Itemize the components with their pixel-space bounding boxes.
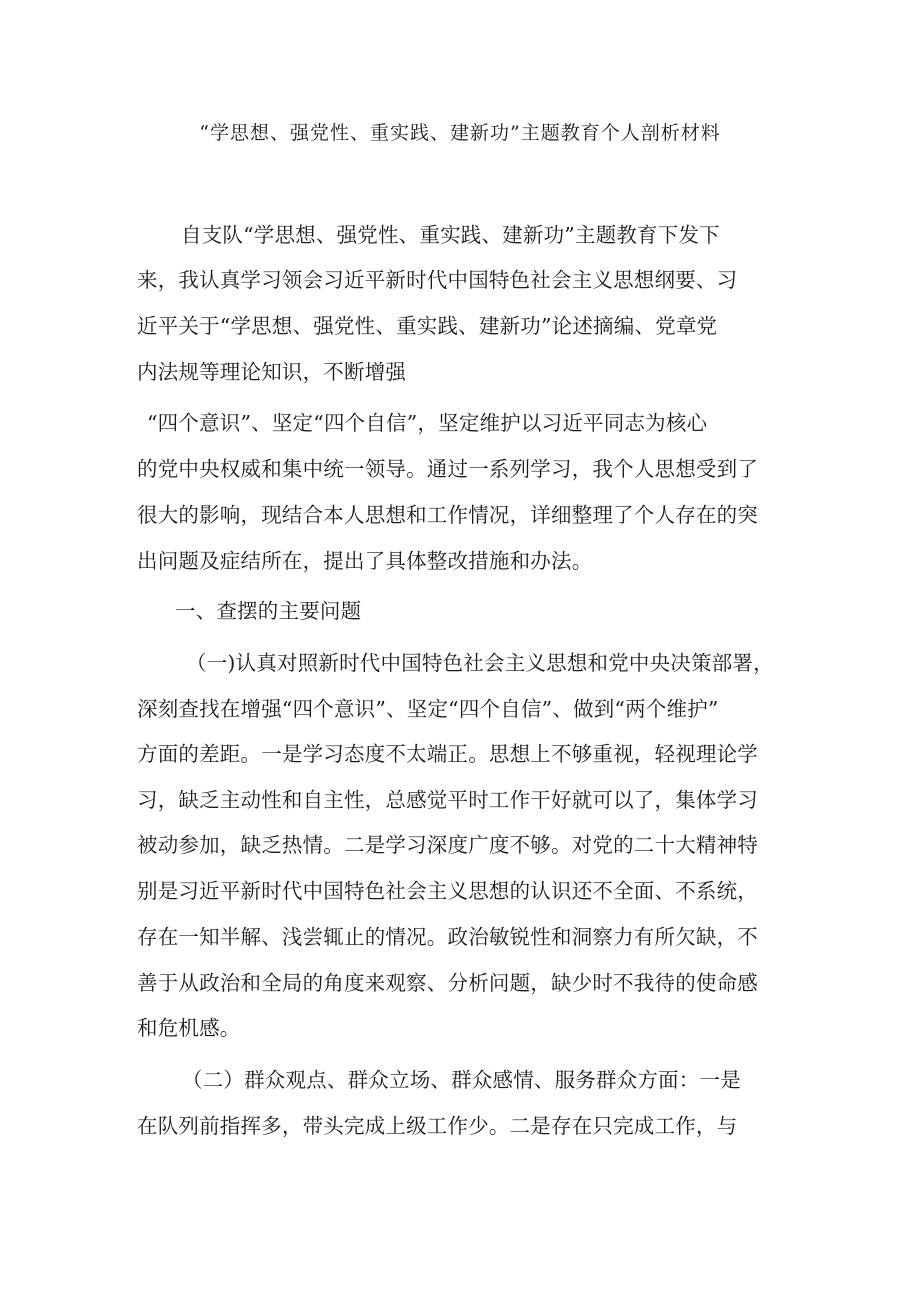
intro-line-3: 近平关于“学思想、强党性、重实践、建新功”论述摘编、党章党: [137, 314, 718, 338]
intro-line-8: 出问题及症结所在，提出了具体整改措施和办法。: [137, 549, 593, 573]
item1-line-1: （一)认真对照新时代中国特色社会主义思想和党中央决策部署，: [186, 651, 774, 675]
intro-line-4: 内法规等理论知识，不断增强: [137, 360, 407, 384]
item2-line-1: （二）群众观点、群众立场、群众感情、服务群众方面：一是: [182, 1068, 741, 1092]
intro-line-7: 很大的影响，现结合本人思想和工作情况，详细整理了个人存在的突: [137, 503, 758, 527]
item1-line-2: 深刻查找在增强“四个意识”、坚定“四个自信”、做到“两个维护”: [137, 697, 719, 721]
item2-line-2: 在队列前指挥多，带头完成上级工作少。二是存在只完成工作，与: [137, 1114, 738, 1138]
document-title: “学思想、强党性、重实践、建新功”主题教育个人剖析材料: [199, 122, 721, 144]
intro-line-2: 来，我认真学习领会习近平新时代中国特色社会主义思想纲要、习: [137, 268, 738, 292]
intro-line-6: 的党中央权威和集中统一领导。通过一系列学习，我个人思想受到了: [137, 457, 758, 481]
item1-line-3: 方面的差距。一是学习态度不太端正。思想上不够重视，轻视理论学: [137, 742, 758, 766]
intro-line-1: 自支队“学思想、强党性、重实践、建新功”主题教育下发下: [181, 223, 720, 247]
item1-line-7: 存在一知半解、浅尝辄止的情况。政治敏锐性和洞察力有所欠缺，不: [137, 925, 758, 949]
item1-line-9: 和危机感。: [137, 1016, 241, 1040]
section-heading: 一、查摆的主要问题: [175, 599, 362, 623]
item1-line-8: 善于从政治和全局的角度来观察、分析问题，缺少时不我待的使命感: [137, 971, 758, 995]
intro-line-5: “四个意识”、坚定“四个自信”，坚定维护以习近平同志为核心: [147, 411, 708, 435]
item1-line-4: 习，缺乏主动性和自主性，总感觉平时工作干好就可以了，集体学习: [137, 788, 758, 812]
item1-line-6: 别是习近平新时代中国特色社会主义思想的认识还不全面、不系统，: [137, 879, 758, 903]
item1-line-5: 被动参加，缺乏热情。二是学习深度广度不够。对党的二十大精神特: [137, 833, 758, 857]
